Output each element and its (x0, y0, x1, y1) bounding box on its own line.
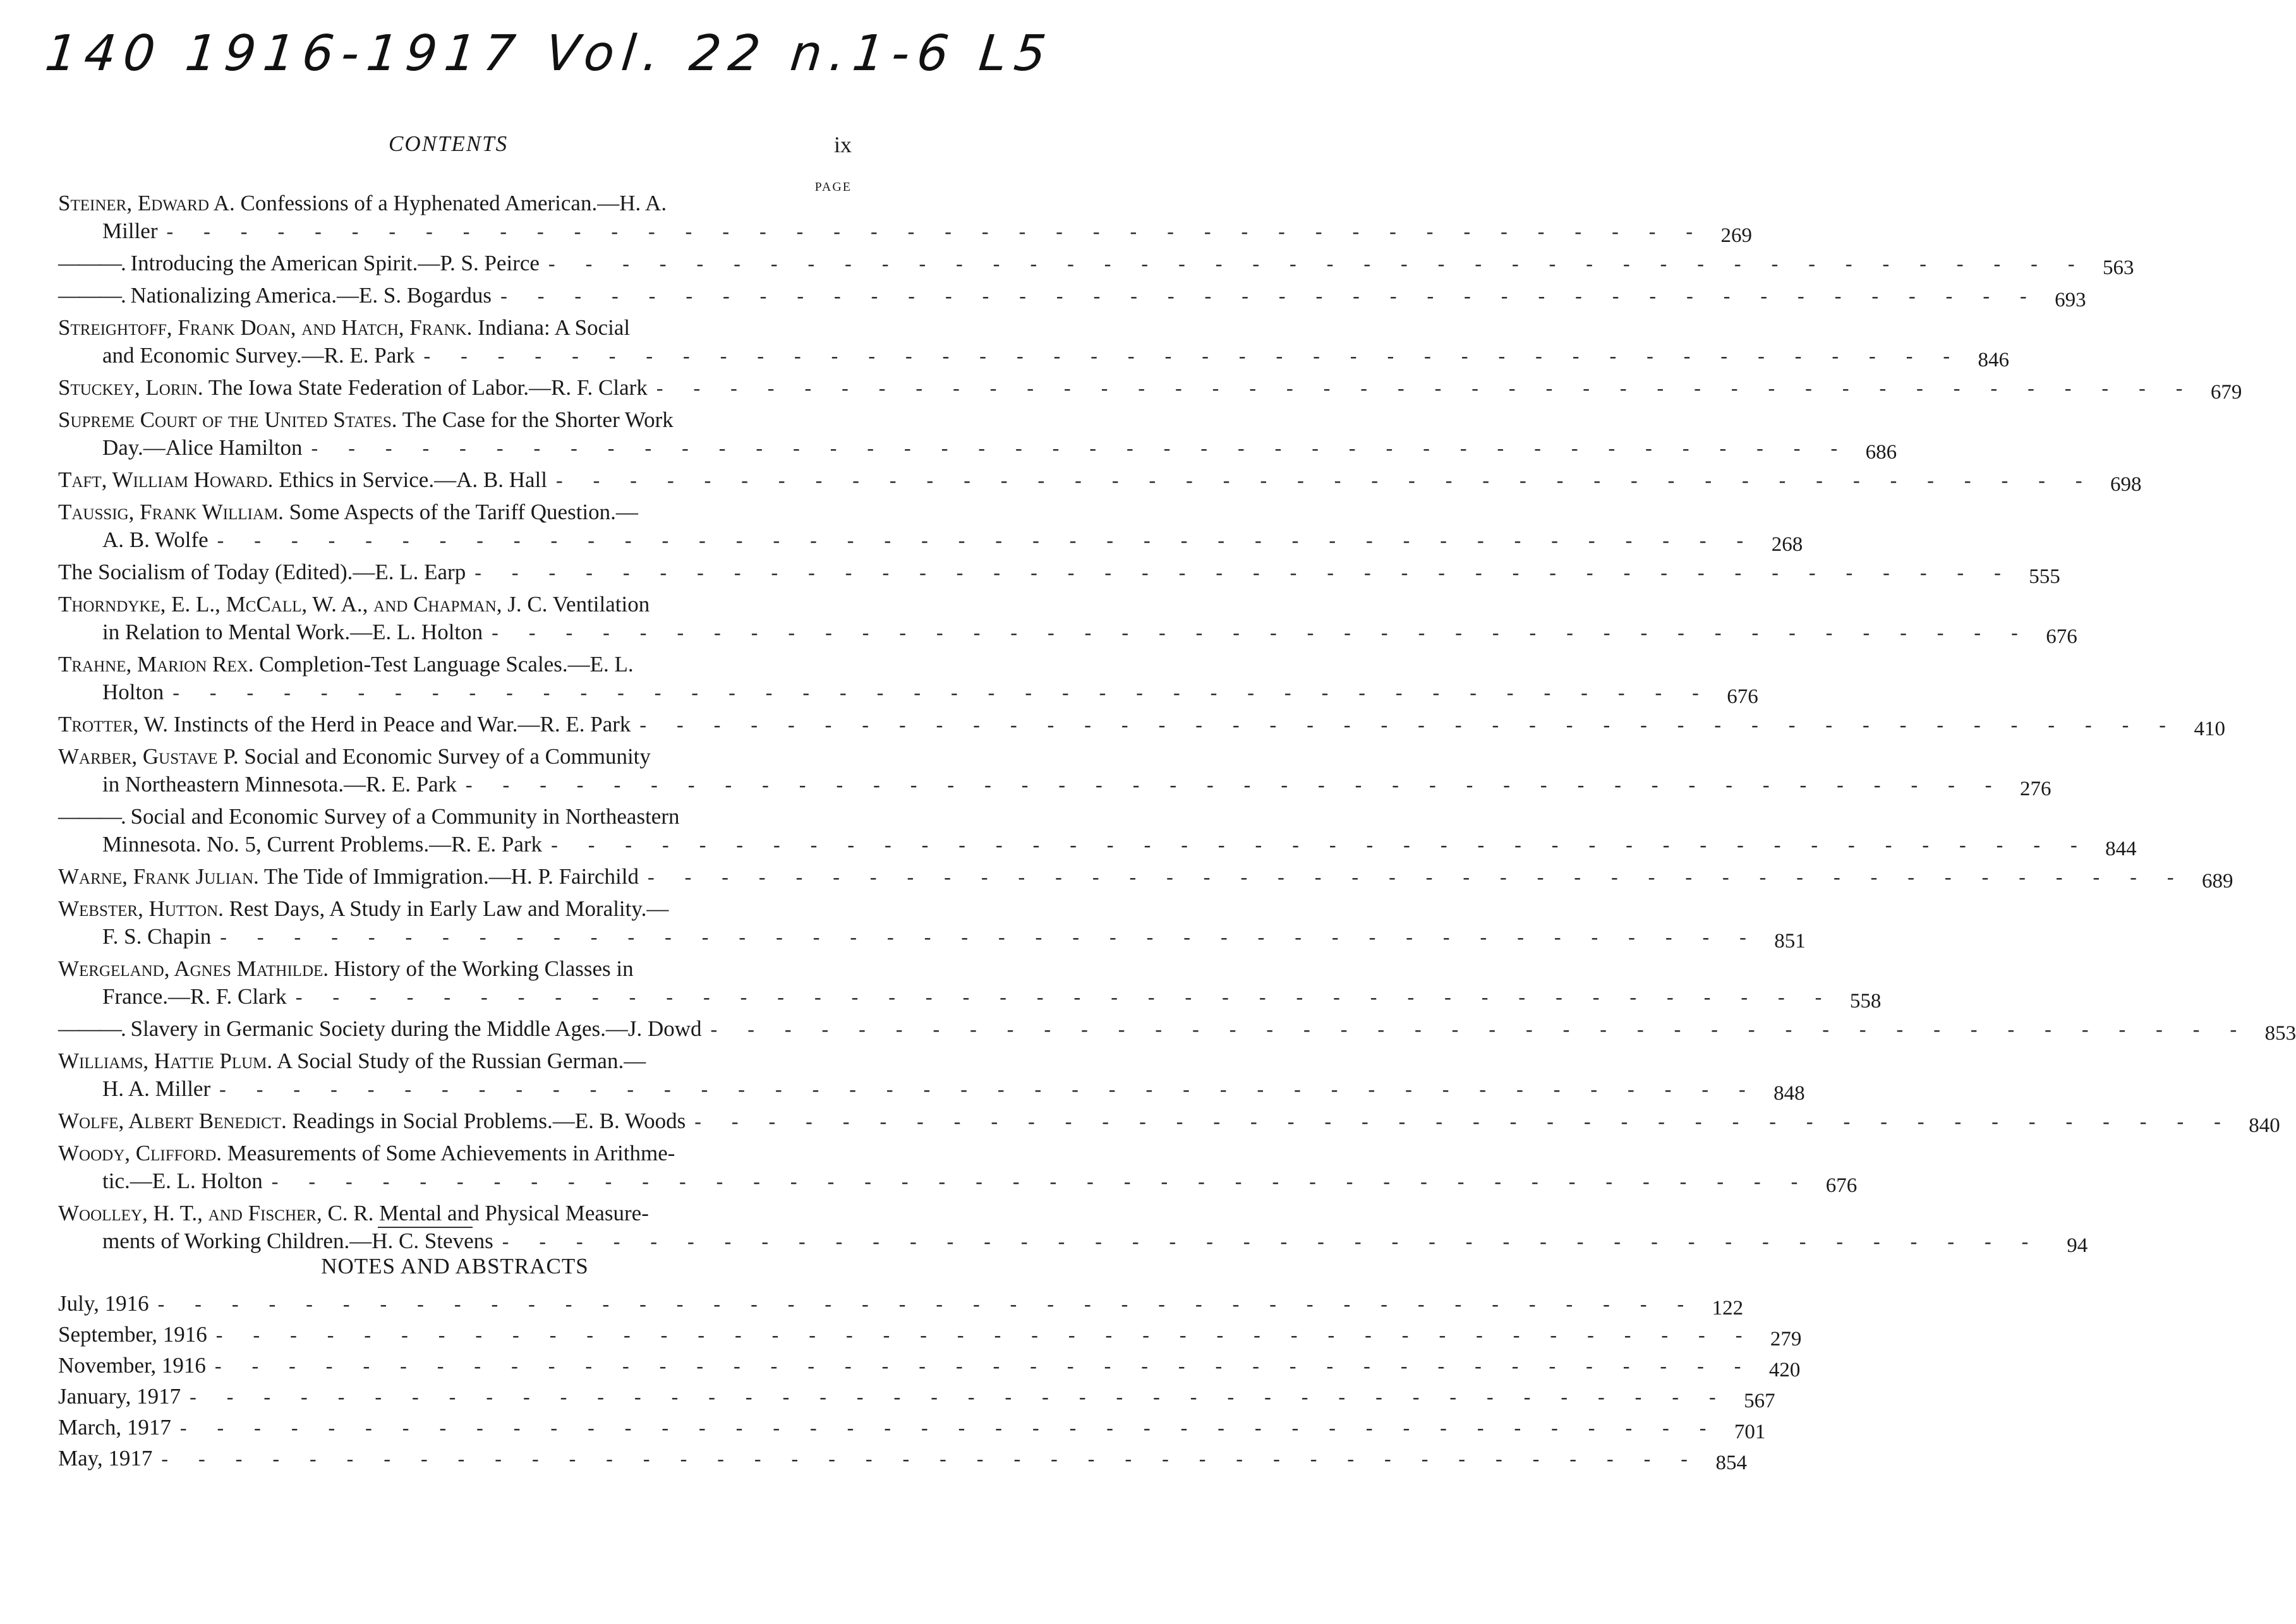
dot-leader: - - - - - - - - - - - - - - - - - - - - - - - - - - - - - - - - - - - - - - - - - - (166, 220, 1706, 243)
entry-continuation: ments of Working Children.—H. C. Stevens (102, 1229, 493, 1253)
dot-leader: - - - - - - - - - - - - - - - - - - - - - - - - - - - - - - - - - - - - - - - - - - (190, 1385, 1729, 1408)
entry-title: History of the Working Classes in (334, 956, 634, 981)
entry-line (58, 466, 2142, 496)
notes-item (58, 1381, 1775, 1412)
entry-continuation: tic.—E. L. Holton (102, 1169, 263, 1193)
contents-entry (58, 863, 2233, 893)
entry-line (58, 803, 857, 831)
entry-page: 269 (1720, 224, 1753, 247)
entry-text (58, 466, 547, 494)
entry-page: 698 (2110, 473, 2142, 496)
entry-title: A Social Study of the Russian German.— (276, 1049, 646, 1073)
entry-line (58, 1227, 2088, 1257)
entry-author: ———. (58, 251, 125, 275)
entry-line (58, 250, 2134, 279)
entry-author: Wergeland, Agnes Mathilde. (58, 956, 329, 981)
entry-page: 676 (2046, 625, 2077, 648)
entry-title: Social and Economic Survey of a Community (244, 744, 651, 769)
entry-page: 410 (2194, 718, 2225, 740)
entry-author: Taussig, Frank William. (58, 500, 284, 524)
notes-issue: November, 1916 (58, 1353, 206, 1378)
entry-title: The Tide of Immigration.—H. P. Fairchild (263, 864, 639, 889)
entry-page: 844 (2105, 838, 2137, 860)
entry-author: Taft, William Howard. (58, 467, 274, 492)
contents-entry (58, 711, 2225, 740)
entry-line (58, 771, 2051, 800)
notes-issue: January, 1917 (58, 1384, 181, 1409)
entry-line (58, 711, 2225, 740)
entry-text (58, 282, 492, 310)
contents-entry (58, 803, 2137, 860)
dot-leader: - - - - - - - - - - - - - - - - - - - - - - - - - - - - - - - - - - - - - - - - - - (492, 621, 2031, 644)
entry-page: 563 (2102, 256, 2134, 279)
entry-title: Ventilation (552, 592, 650, 617)
entry-line (58, 1107, 2280, 1137)
dot-leader: - - - - - - - - - - - - - - - - - - - - - - - - - - - - - - - - - - - - - - - - - - (656, 376, 2196, 399)
dot-leader: - - - - - - - - - - - - - - - - - - - - - - - - - - - - - - - - - - - - - - - - - - (647, 865, 2187, 888)
entry-line (58, 1167, 1858, 1197)
entry-continuation: Day.—Alice Hamilton (102, 435, 303, 460)
entry-line (58, 955, 857, 983)
entry-line (58, 189, 857, 217)
dot-leader: - - - - - - - - - - - - - - - - - - - - - - - - - - - - - - - - - - - - - - - - - - (215, 1323, 1755, 1346)
entry-line (58, 558, 2060, 588)
entry-text (58, 651, 634, 678)
entry-author: Thorndyke, E. L., McCall, W. A., and Chapman, J. C. (58, 592, 548, 617)
entry-text (58, 955, 634, 983)
entry-author: Warne, Frank Julian. (58, 864, 259, 889)
entry-page: 846 (1978, 349, 2010, 371)
entry-line (58, 1075, 1805, 1105)
notes-page: 420 (1768, 1359, 1801, 1381)
entry-line (58, 591, 857, 618)
entry-title: The Socialism of Today (Edited).—E. L. Earp (58, 560, 466, 584)
entry-page: 679 (2210, 381, 2242, 404)
entry-author: ———. (58, 283, 125, 308)
entry-line (58, 374, 2242, 404)
entry-line (58, 1047, 857, 1075)
entry-author: Trahne, Marion Rex. (58, 652, 254, 677)
entry-continuation: in Relation to Mental Work.—E. L. Holton (102, 620, 483, 644)
entry-page: 676 (1825, 1174, 1858, 1197)
entry-page: 693 (2055, 289, 2086, 311)
handwritten-call-number: 140 1916-1917 Vol. 22 n.1-6 L5 (42, 25, 1056, 82)
entry-author: Webster, Hutton. (58, 896, 224, 921)
entry-author: Streightoff, Frank Doan, and Hatch, Frank. (58, 315, 473, 340)
dot-leader: - - - - - - - - - - - - - - - - - - - - - - - - - - - - - - - - - - - - - - - - - - (502, 1230, 2041, 1253)
entry-title: Measurements of Some Achievements in Arithme- (227, 1141, 675, 1165)
entry-line (58, 895, 857, 923)
entry-text (58, 1140, 675, 1167)
contents-entry (58, 282, 2086, 311)
entry-line (58, 923, 1806, 953)
notes-issue: September, 1916 (58, 1322, 207, 1347)
entry-title: Confessions of a Hyphenated American.—H. A. (240, 191, 667, 215)
entry-text (58, 895, 668, 923)
entry-page: 689 (2202, 870, 2233, 893)
entry-page: 94 (2067, 1234, 2088, 1257)
entry-author: Wolfe, Albert Benedict. (58, 1109, 287, 1133)
page-column-label: PAGE (814, 180, 852, 194)
entry-text (58, 374, 648, 402)
entry-line (58, 1015, 2296, 1045)
entry-line (58, 743, 857, 771)
entry-text (58, 1015, 702, 1043)
notes-page: 567 (1744, 1390, 1775, 1412)
entry-continuation: A. B. Wolfe (102, 527, 208, 552)
entry-page: 848 (1773, 1082, 1805, 1105)
entry-text (58, 863, 639, 891)
entry-line (58, 863, 2233, 893)
contents-entry (58, 651, 1758, 708)
entry-title: Readings in Social Problems.—E. B. Woods (292, 1109, 686, 1133)
entry-line (58, 831, 2137, 860)
contents-entry (58, 591, 2077, 648)
entry-title: Mental and Physical Measure- (379, 1201, 649, 1225)
entry-author: ———. (58, 804, 125, 829)
entry-text (58, 1200, 649, 1227)
dot-leader: - - - - - - - - - - - - - - - - - - - - - - - - - - - - - - - - - - - - - - - - - - (555, 469, 2095, 491)
entry-line (58, 1200, 857, 1227)
entry-page: 276 (2019, 778, 2051, 800)
entry-title: The Case for the Shorter Work (402, 407, 674, 432)
notes-page: 122 (1712, 1297, 1744, 1320)
contents-entry (58, 558, 2060, 588)
entry-line (58, 651, 857, 678)
entry-author: Steiner, Edward A. (58, 191, 235, 215)
dot-leader: - - - - - - - - - - - - - - - - - - - - - - - - - - - - - - - - - - - - - - - - - - (172, 681, 1712, 704)
entry-title: Instincts of the Herd in Peace and War.—R. E. Park (173, 712, 631, 737)
contents-entry (58, 955, 1882, 1013)
dot-leader: - - - - - - - - - - - - - - - - - - - - - - - - - - - - - - - - - - - - - - - - - - (311, 436, 1851, 459)
entry-continuation: Miller (102, 219, 158, 243)
entry-title: Ethics in Service.—A. B. Hall (279, 467, 547, 492)
entry-text (58, 711, 631, 738)
dot-leader: - - - - - - - - - - - - - - - - - - - - - - - - - - - - - - - - - - - - - - - - - - (694, 1110, 2233, 1133)
entry-text (58, 591, 650, 618)
entry-title: Some Aspects of the Tariff Question.— (289, 500, 638, 524)
entry-author: Woolley, H. T., and Fischer, C. R. (58, 1201, 374, 1225)
entry-page: 555 (2029, 565, 2060, 588)
entry-continuation: Minnesota. No. 5, Current Problems.—R. E. Park (102, 832, 543, 857)
section-divider (378, 1227, 473, 1228)
dot-leader: - - - - - - - - - - - - - - - - - - - - - - - - - - - - - - - - - - - - - - - - - - (179, 1416, 1719, 1439)
entry-title: Indiana: A Social (478, 315, 631, 340)
entry-text (58, 803, 679, 831)
entry-line (58, 434, 1897, 464)
contents-entry (58, 250, 2134, 279)
entry-title: The Iowa State Federation of Labor.—R. F. Clark (208, 375, 648, 400)
notes-issue: May, 1917 (58, 1446, 153, 1471)
entry-text (58, 743, 651, 771)
contents-entry (58, 1015, 2296, 1045)
entry-page: 686 (1865, 441, 1897, 464)
entry-author: Williams, Hattie Plum. (58, 1049, 273, 1073)
entry-text (58, 1107, 686, 1135)
notes-item (58, 1443, 1747, 1474)
entry-text (58, 250, 540, 277)
contents-entry (58, 466, 2142, 496)
entry-text (58, 406, 674, 434)
entry-line (58, 342, 2010, 371)
dot-leader: - - - - - - - - - - - - - - - - - - - - - - - - - - - - - - - - - - - - - - - - - - (161, 1447, 1700, 1470)
notes-page: 701 (1734, 1421, 1766, 1443)
entry-text (58, 1047, 646, 1075)
contents-entry (58, 1047, 1805, 1105)
dot-leader: - - - - - - - - - - - - - - - - - - - - - - - - - - - - - - - - - - - - - - - - - - (465, 773, 2005, 796)
notes-page: 279 (1770, 1328, 1802, 1350)
entry-author: Stuckey, Lorin. (58, 375, 203, 400)
contents-entry (58, 498, 1803, 556)
entry-line (58, 526, 1803, 556)
entry-continuation: F. S. Chapin (102, 924, 212, 949)
contents-entry (58, 1140, 1858, 1197)
entry-line (58, 217, 1753, 247)
contents-entries (58, 189, 2296, 1260)
dot-leader: - - - - - - - - - - - - - - - - - - - - - - - - - - - - - - - - - - - - - - - - - - (423, 344, 1963, 367)
contents-entry (58, 743, 2051, 800)
entry-page: 840 (2249, 1114, 2280, 1137)
contents-entry (58, 374, 2242, 404)
entry-title: Introducing the American Spirit.—P. S. Peirce (130, 251, 540, 275)
entry-line (58, 983, 1882, 1013)
running-head: CONTENTS (389, 131, 509, 156)
dot-leader: - - - - - - - - - - - - - - - - - - - - - - - - - - - - - - - - - - - - - - - - - - (295, 985, 1835, 1008)
entry-text (58, 498, 638, 526)
entry-line (58, 498, 857, 526)
notes-heading: NOTES AND ABSTRACTS (321, 1254, 589, 1278)
entry-title: Social and Economic Survey of a Community in Northeastern (130, 804, 680, 829)
entry-continuation: H. A. Miller (102, 1076, 211, 1101)
entry-title: Nationalizing America.—E. S. Bogardus (130, 283, 492, 308)
entry-line (58, 314, 857, 342)
dot-leader: - - - - - - - - - - - - - - - - - - - - - - - - - - - - - - - - - - - - - - - - - - (548, 252, 2088, 275)
entry-author: Warber, Gustave P. (58, 744, 239, 769)
notes-item (58, 1289, 1744, 1320)
entry-page: 851 (1774, 930, 1806, 953)
dot-leader: - - - - - - - - - - - - - - - - - - - - - - - - - - - - - - - - - - - - - - - - - - (214, 1354, 1754, 1377)
entry-line (58, 282, 2086, 311)
contents-entry (58, 1107, 2280, 1137)
entry-author: Trotter, W. (58, 712, 169, 737)
entry-line (58, 1140, 857, 1167)
entry-continuation: and Economic Survey.—R. E. Park (102, 343, 415, 368)
dot-leader: - - - - - - - - - - - - - - - - - - - - - - - - - - - - - - - - - - - - - - - - - - (551, 833, 2090, 856)
notes-item (58, 1320, 1802, 1350)
entry-line (58, 618, 2077, 648)
notes-item (58, 1412, 1766, 1443)
contents-entry (58, 314, 2010, 371)
notes-issue: July, 1916 (58, 1291, 149, 1316)
dot-leader: - - - - - - - - - - - - - - - - - - - - - - - - - - - - - - - - - - - - - - - - - - (500, 284, 2039, 307)
entry-title: Slavery in Germanic Society during the Middle Ages.—J. Dowd (130, 1016, 702, 1041)
notes-issue: March, 1917 (58, 1415, 171, 1440)
entry-author: Woody, Clifford. (58, 1141, 222, 1165)
entry-line (58, 406, 857, 434)
page-number: ix (833, 132, 852, 157)
entry-page: 268 (1771, 533, 1803, 556)
entry-continuation: in Northeastern Minnesota.—R. E. Park (102, 772, 457, 797)
notes-page: 854 (1715, 1452, 1747, 1474)
entry-text (58, 314, 630, 342)
dot-leader: - - - - - - - - - - - - - - - - - - - - - - - - - - - - - - - - - - - - - - - - - - (271, 1170, 1811, 1193)
contents-entry (58, 895, 1806, 953)
entry-continuation: Holton (102, 680, 164, 704)
entry-author: Supreme Court of the United States. (58, 407, 397, 432)
notes-list (58, 1289, 1802, 1474)
entry-text (58, 558, 466, 586)
dot-leader: - - - - - - - - - - - - - - - - - - - - - - - - - - - - - - - - - - - - - - - - - - (157, 1292, 1697, 1315)
dot-leader: - - - - - - - - - - - - - - - - - - - - - - - - - - - - - - - - - - - - - - - - - - (474, 561, 2014, 584)
dot-leader: - - - - - - - - - - - - - - - - - - - - - - - - - - - - - - - - - - - - - - - - - - (217, 529, 1756, 551)
entry-page: 853 (2264, 1022, 2296, 1045)
entry-continuation: France.—R. F. Clark (102, 984, 287, 1009)
dot-leader: - - - - - - - - - - - - - - - - - - - - - - - - - - - - - - - - - - - - - - - - - - (710, 1018, 2250, 1040)
entry-line (58, 678, 1758, 708)
entry-title: Completion-Test Language Scales.—E. L. (259, 652, 634, 677)
entry-author: ———. (58, 1016, 125, 1041)
dot-leader: - - - - - - - - - - - - - - - - - - - - - - - - - - - - - - - - - - - - - - - - - - (220, 925, 1759, 948)
notes-item (58, 1350, 1801, 1381)
entry-page: 676 (1727, 685, 1758, 708)
dot-leader: - - - - - - - - - - - - - - - - - - - - - - - - - - - - - - - - - - - - - - - - - - (219, 1078, 1758, 1100)
entry-text (58, 189, 667, 217)
contents-entry (58, 189, 1753, 247)
entry-title: Rest Days, A Study in Early Law and Morality.— (229, 896, 669, 921)
contents-entry (58, 406, 1897, 464)
dot-leader: - - - - - - - - - - - - - - - - - - - - - - - - - - - - - - - - - - - - - - - - - - (639, 713, 2178, 736)
entry-page: 558 (1849, 990, 1882, 1013)
